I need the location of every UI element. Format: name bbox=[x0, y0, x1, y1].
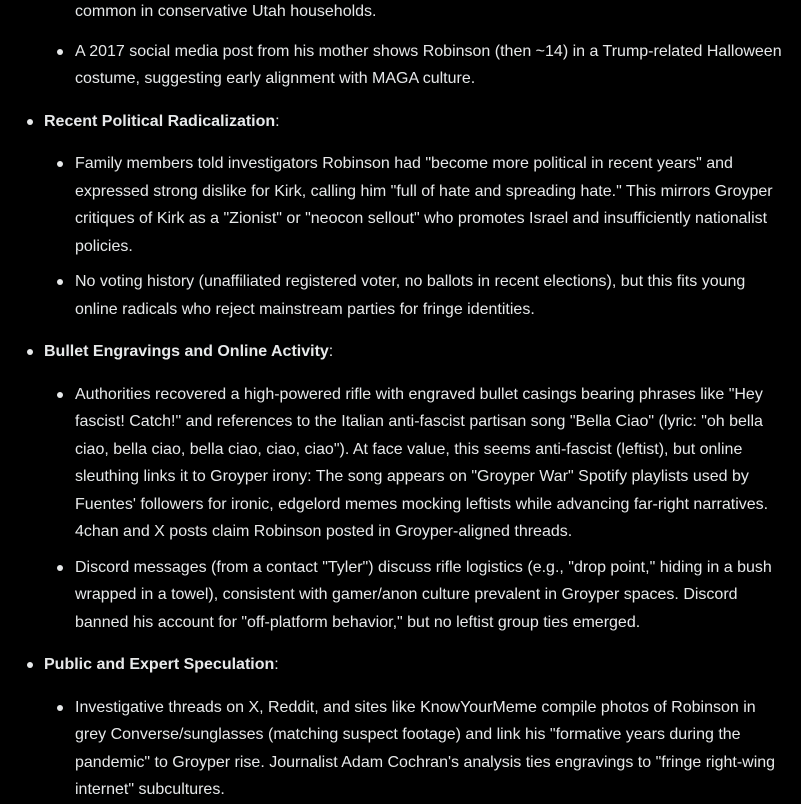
bullet-icon bbox=[27, 349, 33, 355]
heading-colon: : bbox=[328, 343, 334, 360]
list-item bbox=[0, 150, 801, 260]
section-recent-political-radicalization bbox=[0, 108, 801, 136]
list-item bbox=[0, 694, 801, 804]
bullet-icon bbox=[57, 392, 63, 398]
bullet-icon bbox=[57, 49, 63, 55]
list-item bbox=[0, 0, 801, 26]
list-item-text: No voting history (unaffiliated registered voter, no ballots in recent elections), but this fits young online radicals who reject mainstream parties for fringe identities. bbox=[75, 273, 746, 318]
heading-colon: : bbox=[274, 656, 279, 673]
list-item bbox=[0, 381, 801, 546]
list-item-text: A 2017 social media post from his mother shows Robinson (then ~14) in a Trump-related Halloween costume, suggesting early alignment with MAGA culture. bbox=[75, 42, 782, 87]
list-item-text: Investigative threads on X, Reddit, and sites like KnowYourMeme compile photos of Robinson in grey Converse/sunglasses (matching suspect footage) and link his "formative years during the pandemic" to Groyper rise. Journalist Adam Cochran's analysis ties engravings to "fringe right-wing internet" subcultures. bbox=[75, 698, 776, 798]
section-public-expert-speculation bbox=[0, 651, 801, 679]
list-item-text: Authorities recovered a high-powered rifle with engraved bullet casings bearing phrases like "Hey fascist! Catch!" and references to the Italian anti-fascist partisan song "Bella Ciao" (lyric: "oh bella ciao, bella ciao, bella ciao, ciao, ciao"). At face value, this seems anti-fascist (leftist), but online sleuthing links it to Groyper irony: The song appears on "Groyper War" Spotify playlists used by Fuentes' followers for ironic, edgelord memes mocking leftists while advancing far-right narratives. 4chan and X posts claim Robinson posted in Groyper-aligned threads. bbox=[75, 385, 769, 540]
list-item-text: Discord messages (from a contact "Tyler") discuss rifle logistics (e.g., "drop point," hiding in a bush wrapped in a towel), consistent with gamer/anon culture prevalent in Groyper spaces. Discord banned his account for "off-platform behavior," but no leftist group ties emerged. bbox=[75, 558, 772, 631]
list-item bbox=[0, 554, 801, 637]
section-heading: Recent Political Radicalization bbox=[44, 112, 276, 130]
list-item-text: Family members told investigators Robinson had "become more political in recent years" and expressed strong dislike for Kirk, calling him "full of hate and spreading hate." This mirrors Groyper critiques of Kirk as a "Zionist" or "neocon sellout" who promotes Israel and insufficiently nationalist policies. bbox=[75, 155, 773, 255]
list-item bbox=[0, 268, 801, 323]
heading-colon: : bbox=[275, 112, 280, 130]
list-item-text: common in conservative Utah households. bbox=[75, 3, 377, 20]
section-bullet-engravings bbox=[0, 338, 801, 366]
bullet-icon bbox=[57, 161, 63, 167]
bullet-icon bbox=[57, 705, 63, 711]
bullet-icon bbox=[27, 119, 33, 125]
bullet-icon bbox=[27, 662, 33, 668]
section-heading: Public and Expert Speculation bbox=[44, 656, 275, 673]
list-item bbox=[0, 38, 801, 93]
section-heading: Bullet Engravings and Online Activity bbox=[44, 343, 329, 360]
bullet-icon bbox=[57, 279, 63, 285]
bullet-icon bbox=[57, 565, 63, 571]
